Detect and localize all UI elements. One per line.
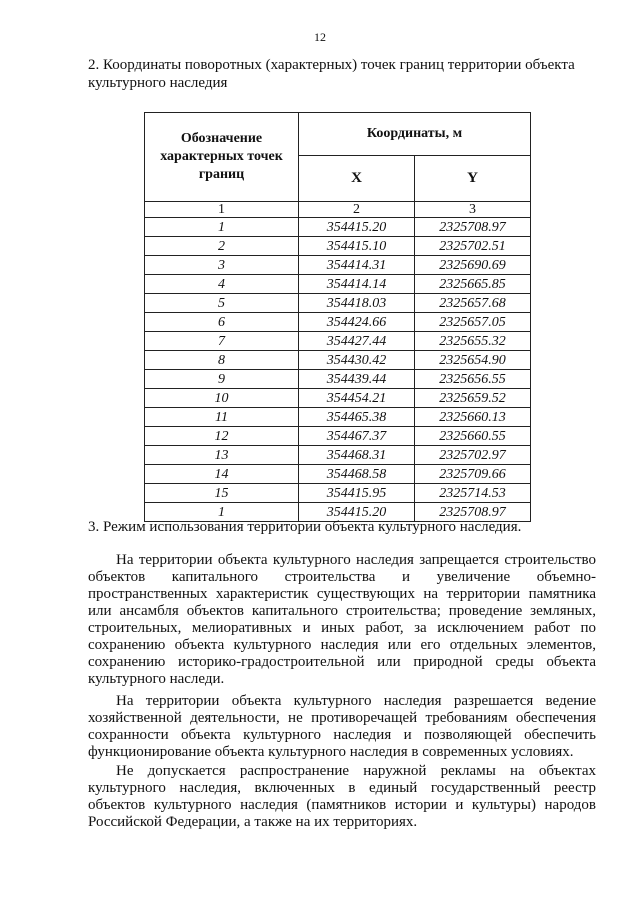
column-number: 3 [415, 202, 531, 218]
section-2-title: 2. Координаты поворотных (характерных) точек границ территории объекта культурного наследия [88, 57, 575, 91]
table-row [145, 332, 531, 351]
table-row [145, 370, 531, 389]
coordinate-y: 2325714.53 [415, 484, 531, 503]
point-number: 4 [145, 275, 299, 294]
table-row [145, 237, 531, 256]
paragraph-advertising [88, 763, 596, 831]
coordinate-x: 354465.38 [299, 408, 415, 427]
point-number: 15 [145, 484, 299, 503]
coordinate-x: 354415.20 [299, 218, 415, 237]
paragraph-prohibitions [88, 552, 596, 688]
table-row [145, 351, 531, 370]
header-coordinates: Координаты, м [299, 113, 531, 156]
coordinate-x: 354468.31 [299, 446, 415, 465]
coordinate-x: 354414.14 [299, 275, 415, 294]
point-number: 11 [145, 408, 299, 427]
paragraph-permissions [88, 693, 596, 761]
table-row [145, 408, 531, 427]
point-number: 12 [145, 427, 299, 446]
coordinate-y: 2325660.13 [415, 408, 531, 427]
table-row [145, 294, 531, 313]
coordinate-y: 2325660.55 [415, 427, 531, 446]
coordinates-table [144, 112, 531, 522]
column-number: 2 [299, 202, 415, 218]
point-number: 2 [145, 237, 299, 256]
section-3-title: 3. Режим использования территории объекта культурного наследия. [88, 519, 522, 535]
coordinate-x: 354427.44 [299, 332, 415, 351]
coordinate-x: 354439.44 [299, 370, 415, 389]
point-number: 13 [145, 446, 299, 465]
table-row [145, 275, 531, 294]
paragraph-text: Не допускается распространение наружной рекламы на объектах культурного наследия, включенных в единый государственный реестр объектов культурного наследия (памятников истории и культуры) народов Российской Федерации, а также на их территориях. [88, 763, 596, 830]
coordinate-x: 354415.95 [299, 484, 415, 503]
point-number: 3 [145, 256, 299, 275]
table-row [145, 484, 531, 503]
point-number: 6 [145, 313, 299, 332]
table-row [145, 446, 531, 465]
coordinate-y: 2325702.51 [415, 237, 531, 256]
coordinate-y: 2325657.05 [415, 313, 531, 332]
table-row [145, 465, 531, 484]
page-number: 12 [314, 30, 326, 44]
table-row [145, 256, 531, 275]
column-number: 1 [145, 202, 299, 218]
header-designation: Обозначение характерных точек границ [145, 113, 299, 202]
coordinate-x: 354414.31 [299, 256, 415, 275]
coordinate-x: 354467.37 [299, 427, 415, 446]
table-row [145, 218, 531, 237]
table-row [145, 389, 531, 408]
column-number-row [145, 202, 531, 218]
coordinate-x: 354415.10 [299, 237, 415, 256]
point-number: 14 [145, 465, 299, 484]
coordinate-y: 2325655.32 [415, 332, 531, 351]
coordinate-x: 354424.66 [299, 313, 415, 332]
paragraph-text: На территории объекта культурного наследия запрещается строительство объектов капитального строительства и увеличение объемно-пространственных характеристик существующих на территории памятника или ансамбля объектов капитального строительства; проведение земляных, строительных, мелиоративных и иных работ, за исключением работ по сохранению объекта культурного наследия или его отдельных элементов, сохранению историко-градостроительной или природной среды объекта культурного наследи. [88, 552, 596, 687]
coordinate-y: 2325709.66 [415, 465, 531, 484]
point-number: 8 [145, 351, 299, 370]
coordinate-y: 2325656.55 [415, 370, 531, 389]
coordinate-y: 2325690.69 [415, 256, 531, 275]
point-number: 10 [145, 389, 299, 408]
coordinate-y: 2325659.52 [415, 389, 531, 408]
table-row [145, 313, 531, 332]
coordinate-x: 354415.20 [299, 503, 415, 522]
point-number: 9 [145, 370, 299, 389]
coordinate-x: 354430.42 [299, 351, 415, 370]
coordinate-x: 354454.21 [299, 389, 415, 408]
coordinate-y: 2325657.68 [415, 294, 531, 313]
coordinate-y: 2325665.85 [415, 275, 531, 294]
coordinate-x: 354468.58 [299, 465, 415, 484]
coordinate-y: 2325702.97 [415, 446, 531, 465]
paragraph-text: На территории объекта культурного наследия разрешается ведение хозяйственной деятельности, не противоречащей требованиям обеспечения сохранности объекта культурного наследия и позволяющей обеспечить функционирование объекта культурного наследия в современных условиях. [88, 693, 596, 760]
coordinate-y: 2325708.97 [415, 503, 531, 522]
table-row [145, 427, 531, 446]
point-number: 7 [145, 332, 299, 351]
coordinate-y: 2325708.97 [415, 218, 531, 237]
header-y: Y [415, 156, 531, 202]
coordinate-y: 2325654.90 [415, 351, 531, 370]
coordinate-x: 354418.03 [299, 294, 415, 313]
point-number: 1 [145, 503, 299, 522]
point-number: 5 [145, 294, 299, 313]
point-number: 1 [145, 218, 299, 237]
header-x: X [299, 156, 415, 202]
